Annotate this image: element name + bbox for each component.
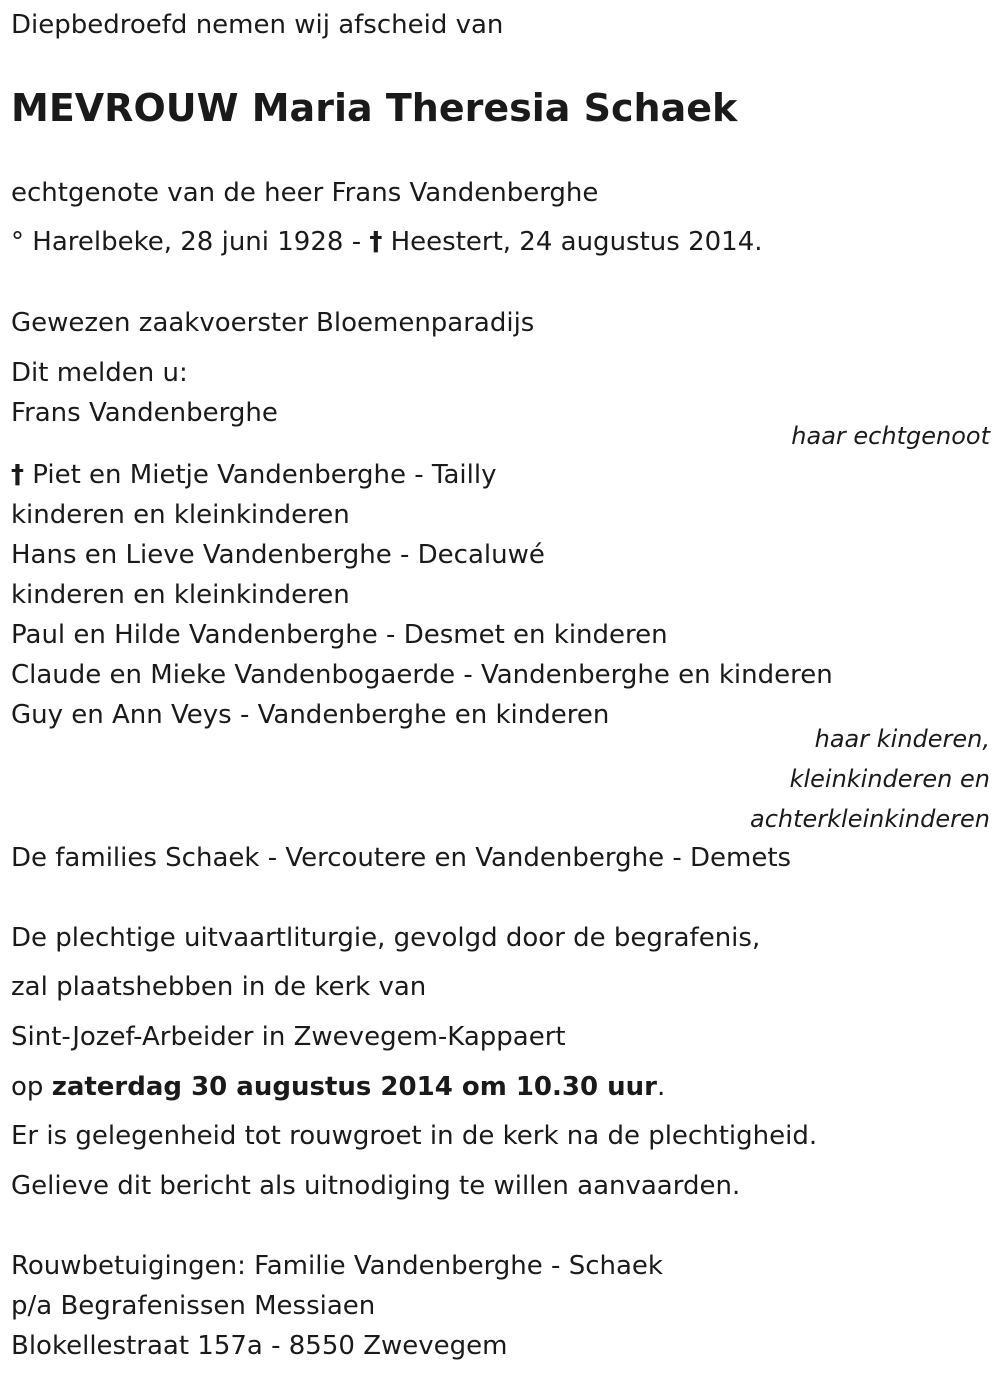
ceremony-line-3: Sint-Jozef-Arbeider in Zwevegem-Kappaert xyxy=(11,1022,566,1052)
ceremony-date: zaterdag 30 augustus 2014 om 10.30 uur xyxy=(51,1072,657,1102)
ceremony-line-6: Gelieve dit bericht als uitnodiging te willen aanvaarden. xyxy=(11,1171,741,1201)
ceremony-date-suffix: . xyxy=(656,1072,666,1102)
death-info: Heestert, 24 augustus 2014. xyxy=(390,227,763,257)
birth-symbol: ° xyxy=(11,227,24,257)
announce-label: Dit melden u: xyxy=(11,358,188,388)
ceremony-line-5: Er is gelegenheid tot rouwgroet in de kerk na de plechtigheid. xyxy=(11,1121,818,1151)
husband-name: Frans Vandenberghe xyxy=(11,398,278,428)
families-line: De families Schaek - Vercoutere en Vandenberghe - Demets xyxy=(11,843,792,873)
children-role-line-1: haar kinderen, xyxy=(814,725,990,753)
ceremony-line-2: zal plaatshebben in de kerk van xyxy=(11,972,427,1002)
cross-icon: † xyxy=(369,227,383,257)
cross-icon: † xyxy=(11,460,24,490)
list-item: Paul en Hilde Vandenberghe - Desmet en kinderen xyxy=(11,620,668,650)
spouse-line: echtgenote van de heer Frans Vandenberghe xyxy=(11,178,599,208)
ceremony-date-line xyxy=(11,1071,665,1103)
condolences-line-1: Rouwbetuigingen: Familie Vandenberghe - Schaek xyxy=(11,1251,663,1281)
children-role-line-3: achterkleinkinderen xyxy=(750,805,990,833)
condolences-line-2: p/a Begrafenissen Messiaen xyxy=(11,1291,376,1321)
list-item: kinderen en kleinkinderen xyxy=(11,500,350,530)
list-item: Guy en Ann Veys - Vandenberghe en kinderen xyxy=(11,700,610,730)
list-item: kinderen en kleinkinderen xyxy=(11,580,350,610)
deceased-name: MEVROUW Maria Theresia Schaek xyxy=(11,86,738,130)
dates-line xyxy=(11,226,763,258)
list-item: Claude en Mieke Vandenbogaerde - Vandenberghe en kinderen xyxy=(11,660,833,690)
ceremony-line-1: De plechtige uitvaartliturgie, gevolgd door de begrafenis, xyxy=(11,923,761,953)
ceremony-date-prefix: op xyxy=(11,1072,44,1102)
occupation-line: Gewezen zaakvoerster Bloemenparadijs xyxy=(11,308,535,338)
condolences-line-3: Blokellestraat 157a - 8550 Zwevegem xyxy=(11,1331,508,1361)
husband-role: haar echtgenoot xyxy=(791,422,990,450)
children-role-line-2: kleinkinderen en xyxy=(789,765,990,793)
list-item: Hans en Lieve Vandenberghe - Decaluwé xyxy=(11,540,545,570)
birth-info: Harelbeke, 28 juni 1928 - xyxy=(32,227,362,257)
intro-text: Diepbedroefd nemen wij afscheid van xyxy=(11,10,504,40)
list-item-text: Piet en Mietje Vandenberghe - Tailly xyxy=(32,460,497,490)
list-item xyxy=(11,459,496,491)
